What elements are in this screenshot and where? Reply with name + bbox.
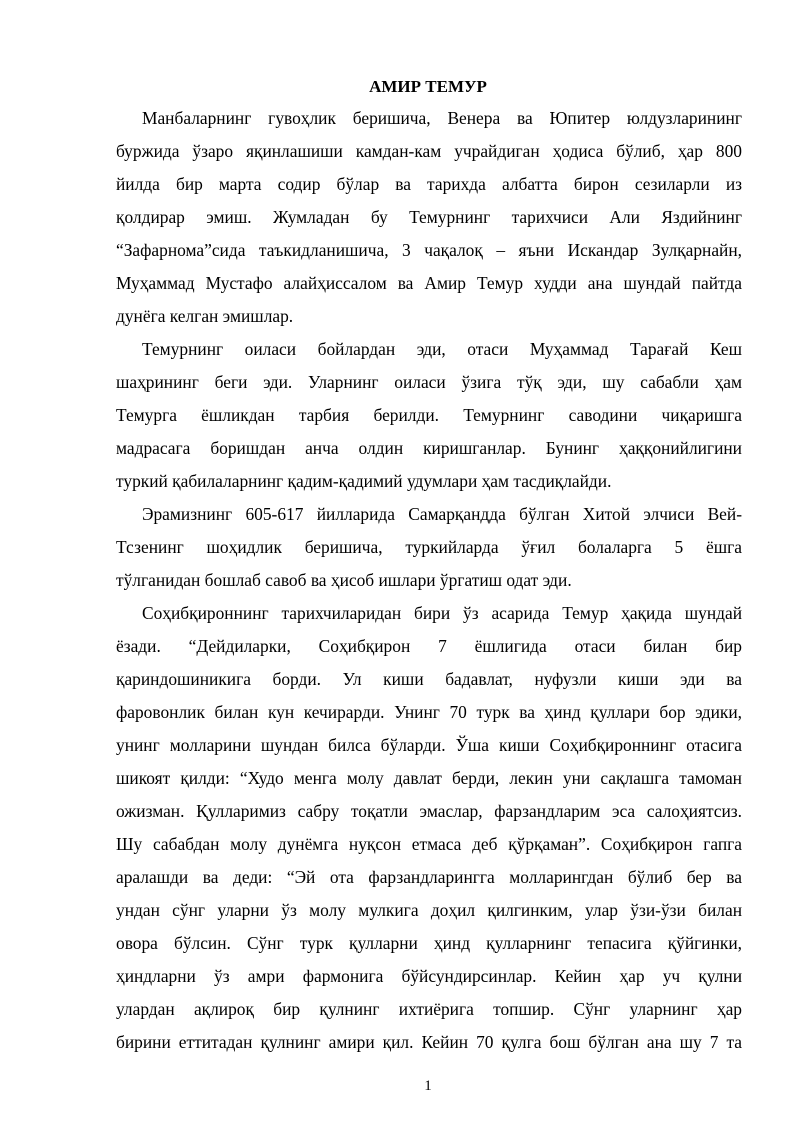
- paragraph-line: қариндошиникига борди. Ул киши бадавлат, нуфузли киши эди ва: [116, 669, 742, 689]
- paragraph-line: Тсзенинг шоҳидлик беришича, туркийларда ўғил болаларга 5 ёшга: [116, 537, 742, 557]
- paragraph-line: унинг молларини шундан билса бўларди. Ўша киши Соҳибқироннинг отасига: [116, 735, 742, 755]
- paragraph-line: Шу сабабдан молу дунёмга нуқсон етмаса деб қўрқаман”. Соҳибқирон гапга: [116, 834, 742, 854]
- paragraph-line: ожизман. Қулларимиз сабру тоқатли эмаслар, фарзандларим эса салоҳиятсиз.: [116, 801, 742, 821]
- paragraph-line: дунёга келган эмишлар.: [116, 306, 294, 326]
- paragraph-line: Эрамизнинг 605-617 йилларида Самарқандда бўлган Хитой элчиси Вей-: [142, 504, 742, 524]
- page-number: 1: [424, 1078, 432, 1094]
- paragraph-line: овора бўлсин. Сўнг турк қулларни ҳинд қулларнинг тепасига қўйгинки,: [116, 933, 742, 953]
- paragraph-line: “Зафарнома”сида таъкидланишича, 3 чақалоқ – яъни Искандар Зулқарнайн,: [116, 240, 742, 260]
- paragraph-line: шаҳрининг беги эди. Уларнинг оиласи ўзига тўқ эди, шу сабабли ҳам: [116, 372, 742, 392]
- paragraph-line: туркий қабилаларнинг қадим-қадимий удумлари ҳам тасдиқлайди.: [116, 471, 612, 491]
- paragraph-line: Соҳибқироннинг тарихчиларидан бири ўз асарида Темур ҳақида шундай: [142, 603, 742, 623]
- paragraph-line: мадрасага боришдан анча олдин киришганлар. Бунинг ҳаққонийлигини: [116, 438, 742, 458]
- paragraph-line: Манбаларнинг гувоҳлик беришича, Венера ва Юпитер юлдузларининг: [142, 108, 742, 128]
- paragraph-line: ундан сўнг уларни ўз молу мулкига доҳил қилгинким, улар ўзи-ўзи билан: [116, 900, 742, 920]
- paragraph-line: аралашди ва деди: “Эй ота фарзандларингга молларингдан бўлиб бер ва: [116, 867, 742, 887]
- paragraph-line: фаровонлик билан кун кечирарди. Унинг 70 турк ва ҳинд қуллари бор эдики,: [116, 702, 742, 722]
- paragraph-line: Темурга ёшликдан тарбия берилди. Темурнинг саводини чиқаришга: [116, 405, 742, 425]
- paragraph-line: улардан ақлироқ бир қулнинг ихтиёрига топшир. Сўнг уларнинг ҳар: [116, 999, 742, 1019]
- paragraph-line: тўлганидан бошлаб савоб ва ҳисоб ишлари ўргатиш одат эди.: [116, 570, 572, 590]
- paragraph-line: йилда бир марта содир бўлар ва тарихда албатта бирон сезиларли из: [116, 174, 742, 194]
- paragraph-line: Муҳаммад Мустафо алайҳиссалом ва Амир Темур худди ана шундай пайтда: [116, 273, 742, 293]
- paragraph-line: ҳиндларни ўз амри фармонига бўйсундирсинлар. Кейин ҳар уч қулни: [116, 966, 742, 986]
- paragraph-line: шикоят қилди: “Худо менга молу давлат берди, лекин уни сақлашга тамоман: [116, 768, 742, 788]
- paragraph-line: қолдирар эмиш. Жумладан бу Темурнинг тарихчиси Али Яздийнинг: [116, 207, 742, 227]
- document-title: АМИР ТЕМУР: [369, 77, 487, 96]
- paragraph-line: бирини еттитадан қулнинг амири қил. Кейин 70 қулга бош бўлган ана шу 7 та: [116, 1032, 742, 1052]
- paragraph-line: буржида ўзаро яқинлашиши камдан-кам учрайдиган ҳодиса бўлиб, ҳар 800: [116, 141, 742, 161]
- paragraph-line: Темурнинг оиласи бойлардан эди, отаси Муҳаммад Тарағай Кеш: [142, 339, 742, 359]
- paragraph-line: ёзади. “Дейдиларки, Соҳибқирон 7 ёшлигида отаси билан бир: [116, 636, 742, 656]
